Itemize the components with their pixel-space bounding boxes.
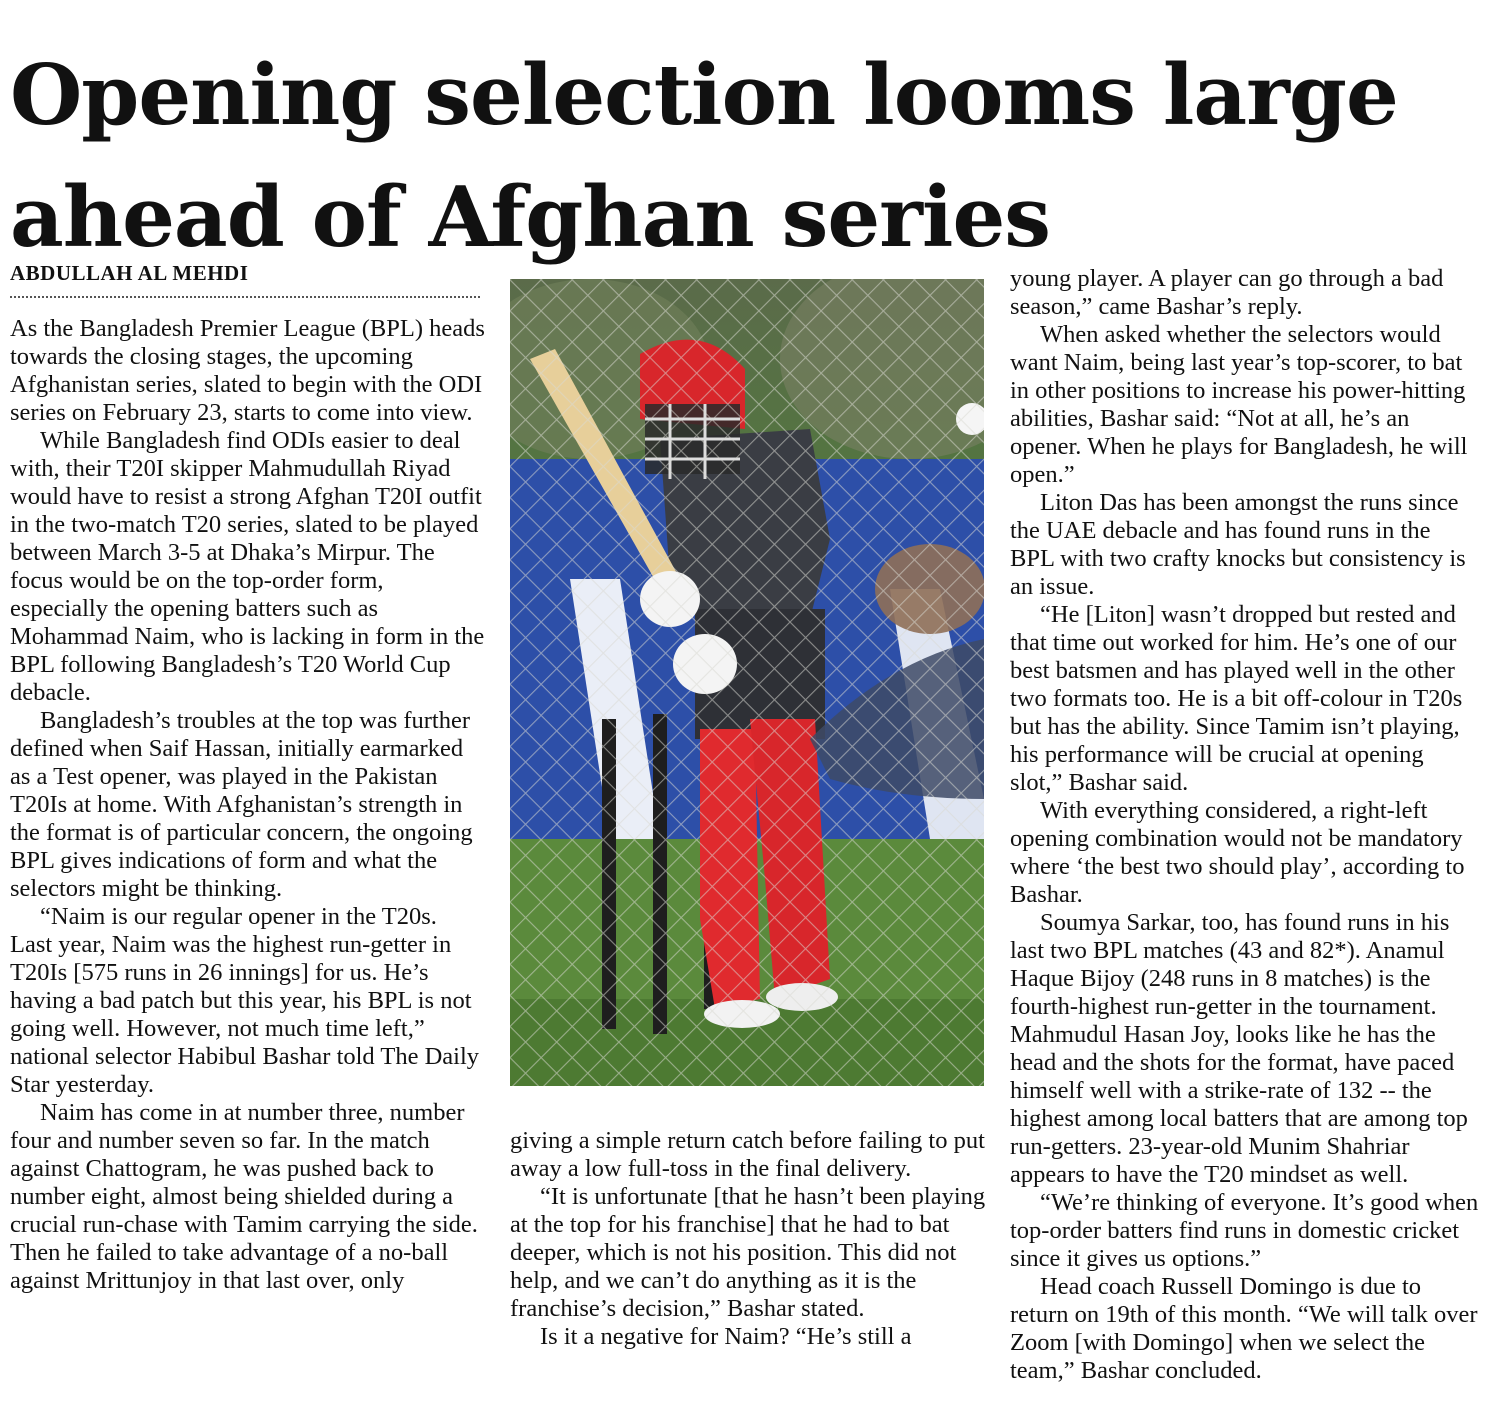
- paragraph: With everything considered, a right-left opening combination would not be mandatory where ‘the best two should play’, according to Bashar.: [1010, 797, 1465, 908]
- paragraph: Is it a negative for Naim? “He’s still a: [540, 1323, 912, 1350]
- paragraph: Naim has come in at number three, number four and number seven so far. In the match against Chattogram, he was pushed back to number eight, almost being shielded during a crucial run-chase with Tamim carrying the side. Then he failed to take advantage of a no-ball against Mrittunjoy in that last over, only: [10, 1099, 478, 1294]
- paragraph: While Bangladesh find ODIs easier to deal with, their T20I skipper Mahmudullah Riyad would have to resist a strong Afghan T20I outfit in the two-match T20 series, slated to be played between March 3-5 at Dhaka’s Mirpur. The focus would be on the top-order form, especially the opening batters such as Mohammad Naim, who is lacking in form in the BPL following Bangladesh’s T20 World Cup debacle.: [10, 427, 485, 706]
- cricket-batter-photo: [510, 279, 984, 1086]
- paragraph: Liton Das has been amongst the runs since the UAE debacle and has found runs in the BPL with two crafty knocks but consistency is an issue.: [1010, 489, 1466, 600]
- paragraph: Soumya Sarkar, too, has found runs in his last two BPL matches (43 and 82*). Anamul Haque Bijoy (248 runs in 8 matches) is the fourth-highest run-getter in the tournament. Mahmudul Hasan Joy, looks like he has the head and the shots for the format, have paced himself well with a strike-rate of 132 -- the highest among local batters that are among top run-getters. 23-year-old Munim Shahriar appears to have the T20 mindset as well.: [1010, 909, 1468, 1188]
- article-column-3: [1010, 265, 1480, 1385]
- paragraph: “We’re thinking of everyone. It’s good when top-order batters find runs in domestic cricket since it gives us options.”: [1010, 1189, 1479, 1272]
- paragraph: young player. A player can go through a bad season,” came Bashar’s reply.: [1010, 265, 1444, 320]
- paragraph: Bangladesh’s troubles at the top was further defined when Saif Hassan, initially earmarked as a Test opener, was played in the Pakistan T20Is at home. With Afghanistan’s strength in the format is of particular concern, the ongoing BPL gives indications of form and what the selectors might be thinking.: [10, 707, 473, 902]
- article-column-1: [10, 315, 485, 1295]
- paragraph: When asked whether the selectors would want Naim, being last year’s top-scorer, to bat in other positions to increase his power-hitting abilities, Bashar said: “Not at all, he’s an opener. When he plays for Bangladesh, he will open.”: [1010, 321, 1468, 488]
- paragraph: “It is unfortunate [that he hasn’t been playing at the top for his franchise] that he had to bat deeper, which is not his position. This did not help, and we can’t do anything as it is the franchise’s decision,” Bashar stated.: [510, 1183, 986, 1322]
- paragraph: As the Bangladesh Premier League (BPL) heads towards the closing stages, the upcoming Afghanistan series, slated to begin with the ODI series on February 23, starts to come into view.: [10, 315, 485, 426]
- article-column-2: [510, 1127, 988, 1351]
- headline: Opening selection looms large ahead of Afghan series: [10, 46, 1398, 266]
- paragraph: giving a simple return catch before failing to put away a low full-toss in the final delivery.: [510, 1127, 985, 1182]
- byline-divider: [10, 296, 480, 298]
- paragraph: Head coach Russell Domingo is due to return on 19th of this month. “We will talk over Zoom [with Domingo] when we select the team,” Bashar concluded.: [1010, 1273, 1478, 1384]
- byline: ABDULLAH AL MEHDI: [10, 261, 249, 285]
- paragraph: “Naim is our regular opener in the T20s. Last year, Naim was the highest run-getter in T20Is [575 runs in 26 innings] for us. He’s having a bad patch but this year, his BPL is not going well. However, not much time left,” national selector Habibul Bashar told The Daily Star yesterday.: [10, 903, 480, 1098]
- paragraph: “He [Liton] wasn’t dropped but rested and that time out worked for him. He’s one of our best batsmen and has played well in the other two formats too. He is a bit off-colour in T20s but has the ability. Since Tamim isn’t playing, his performance will be crucial at opening slot,” Bashar said.: [1010, 601, 1463, 796]
